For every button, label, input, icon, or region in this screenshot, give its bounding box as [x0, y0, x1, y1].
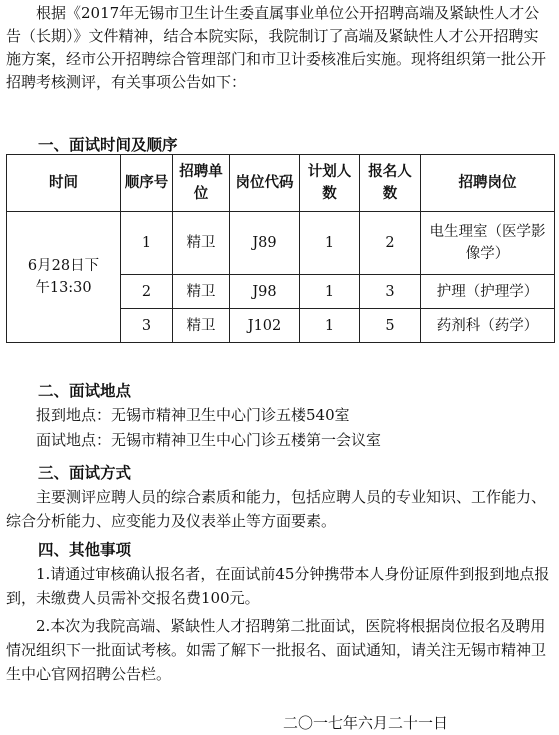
- table-row: [7, 212, 555, 275]
- header-apply: 报名人数: [360, 155, 421, 212]
- cell-apply: 2: [360, 212, 421, 275]
- notice-date: 二〇一七年六月二十一日: [283, 714, 449, 732]
- cell-post: 电生理室（医学影像学）: [421, 212, 555, 275]
- cell-order: 3: [121, 309, 173, 343]
- section1-heading: 一、面试时间及顺序: [38, 136, 178, 154]
- cell-unit: 精卫: [173, 275, 230, 309]
- report-location: 报到地点：无锡市精神卫生中心门诊五楼540室: [36, 406, 350, 424]
- other-item-1: 1.请通过审核确认报名者，在面试前45分钟携带本人身份证原件到报到地点报到，未缴费人员需补交报名费100元。: [6, 565, 550, 607]
- header-time: 时间: [7, 155, 121, 212]
- cell-plan: 1: [300, 275, 360, 309]
- cell-plan: 1: [300, 212, 360, 275]
- header-unit: 招聘单位: [173, 155, 230, 212]
- intro-paragraph: 根据《2017年无锡市卫生计生委直属事业单位公开招聘高端及紧缺性人才公告（长期）》文件精神，结合本院实际，我院制订了高端及紧缺性人才公开招聘实施方案，经市公开招聘综合管理部门和市卫计委核准后实施。现将组织第一批公开招聘考核测评，有关事项公告如下：: [6, 4, 547, 91]
- cell-order: 2: [121, 275, 173, 309]
- cell-post: 药剂科（药学）: [421, 309, 555, 343]
- cell-order: 1: [121, 212, 173, 275]
- other-item-2: 2.本次为我院高端、紧缺性人才招聘第二批面试，医院将根据岗位报名及聘用情况组织下一批面试考核。如需了解下一批报名、面试通知，请关注无锡市精神卫生中心官网招聘公告栏。: [6, 617, 547, 683]
- cell-apply: 5: [360, 309, 421, 343]
- interview-time-cell: 6月28日下午13:30: [7, 212, 121, 343]
- cell-unit: 精卫: [173, 212, 230, 275]
- section3-heading: 三、面试方式: [38, 464, 132, 482]
- cell-post: 护理（护理学）: [421, 275, 555, 309]
- cell-apply: 3: [360, 275, 421, 309]
- table-header-row: [7, 155, 555, 212]
- header-plan: 计划人数: [300, 155, 360, 212]
- interview-location: 面试地点：无锡市精神卫生中心门诊五楼第一会议室: [36, 431, 382, 449]
- header-code: 岗位代码: [230, 155, 300, 212]
- cell-unit: 精卫: [173, 309, 230, 343]
- section4-heading: 四、其他事项: [38, 541, 132, 559]
- interview-method-text: 主要测评应聘人员的综合素质和能力，包括应聘人员的专业知识、工作能力、综合分析能力、应变能力及仪表举止等方面要素。: [6, 488, 547, 530]
- interview-schedule-table: [6, 154, 555, 343]
- section2-heading: 二、面试地点: [38, 382, 132, 400]
- cell-plan: 1: [300, 309, 360, 343]
- cell-code: J98: [230, 275, 300, 309]
- header-post: 招聘岗位: [421, 155, 555, 212]
- cell-code: J89: [230, 212, 300, 275]
- cell-code: J102: [230, 309, 300, 343]
- header-order: 顺序号: [121, 155, 173, 212]
